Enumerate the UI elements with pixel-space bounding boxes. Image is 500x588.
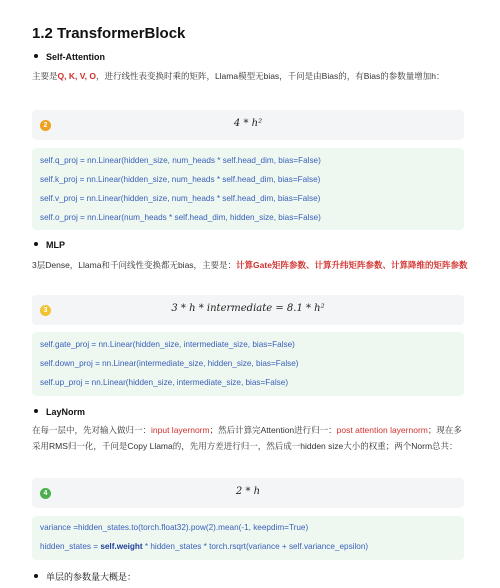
self-attention-description [32, 68, 468, 84]
code-keyword: self.weight [100, 542, 143, 551]
text-segment: ；现在多采用RMS归一化，千问是Copy Llama的，先用方差进行归一，然后成一hidden size大小的权重；两个Norm总共： [32, 425, 462, 451]
code-block [32, 516, 464, 560]
code-segment: hidden_states = [40, 542, 101, 551]
text-segment: ；然后计算完Attention进行归一： [209, 425, 337, 435]
section-heading: 1.2 TransformerBlock [32, 25, 186, 42]
number-badge: 4 [40, 488, 51, 499]
highlight-input-layernorm: input layernorm [151, 425, 210, 435]
code-line: self.up_proj = nn.Linear(hidden_size, intermediate_size, bias=False) [40, 378, 289, 387]
text-segment: ，进行线性表变换时乘的矩阵，Llama模型无bias，千问是由Bias的，有Bias的参数量增加h： [95, 71, 445, 81]
bullet-dot [34, 54, 38, 58]
code-line: self.q_proj = nn.Linear(hidden_size, num_heads * self.head_dim, bias=False) [40, 156, 321, 165]
bullet-label: LayNorm [46, 407, 86, 417]
code-block [32, 332, 464, 396]
code-line [40, 542, 368, 551]
formula-text: 2 * h [235, 486, 261, 497]
formula-block [32, 110, 464, 140]
bullet-laynorm [34, 407, 85, 417]
code-line: self.gate_proj = nn.Linear(hidden_size, intermediate_size, bias=False) [40, 340, 295, 349]
text-segment: 在每一层中，先对输入做归一： [32, 425, 152, 435]
bullet-self-attention [34, 52, 105, 62]
text-segment: 3层Dense，Llama和千问线性变换都无bias，主要是： [32, 260, 237, 270]
bullet-dot [34, 242, 38, 246]
highlight-post-attention-layernorm: post attention layernorm [336, 425, 428, 435]
code-block [32, 148, 464, 230]
formula-block [32, 295, 464, 325]
highlight-qkvo: Q, K, V, O [57, 71, 96, 81]
code-line: self.v_proj = nn.Linear(hidden_size, num_heads * self.head_dim, bias=False) [40, 194, 321, 203]
highlight-matrices: 计算Gate矩阵参数、计算升纬矩阵参数、计算降维的矩阵参数 [236, 260, 468, 270]
bullet-dot [34, 409, 38, 413]
code-line: self.o_proj = nn.Linear(num_heads * self.head_dim, hidden_size, bias=False) [40, 213, 321, 222]
number-badge: 3 [40, 305, 51, 316]
code-line: variance =hidden_states.to(torch.float32).pow(2).mean(-1, keepdim=True) [40, 523, 309, 532]
mlp-description [32, 257, 468, 273]
bullet-layer-params [34, 570, 136, 583]
code-line: self.k_proj = nn.Linear(hidden_size, num_heads * self.head_dim, bias=False) [40, 175, 321, 184]
bullet-label: MLP [46, 240, 65, 250]
bullet-mlp [34, 240, 65, 250]
formula-text: 3 * h * intermediate = 8.1 * h² [171, 303, 325, 314]
bullet-label: Self-Attention [46, 52, 105, 62]
formula-text: 4 * h² [233, 118, 263, 129]
text-segment: 主要是 [32, 71, 58, 81]
bullet-dot [34, 574, 38, 578]
laynorm-description [32, 422, 468, 454]
formula-block [32, 478, 464, 508]
code-line: self.down_proj = nn.Linear(intermediate_size, hidden_size, bias=False) [40, 359, 299, 368]
code-segment: * hidden_states * torch.rsqrt(variance + self.variance_epsilon) [142, 542, 369, 551]
number-badge: 2 [40, 120, 51, 131]
bullet-label: 单层的参数量大概是： [46, 572, 137, 582]
